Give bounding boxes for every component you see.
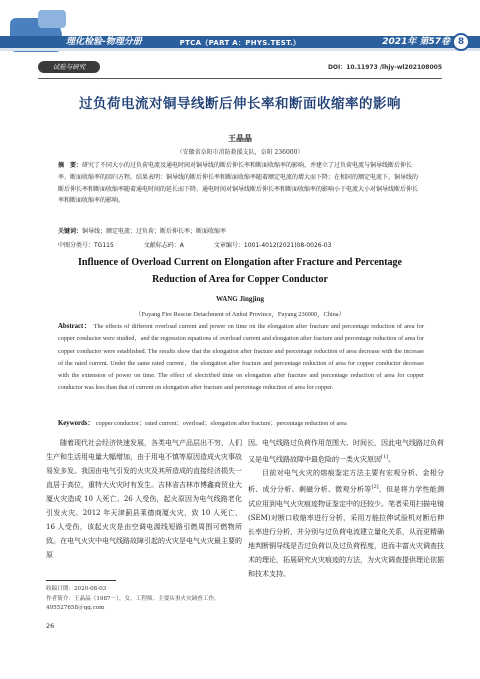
author-name-en: WANG Jingjing [215,295,265,303]
clc-number: 中图分类号：TG115 [58,242,114,249]
affiliation-en: （Fuyang Fire Rescue Detachment of Anhui Province，Fuyang 236000，China） [135,311,345,318]
journal-logo-accent [38,10,66,28]
body-paragraph: 随着现代社会经济快速发展，各类电气产品层出不穷，人们生产和生活用电量大幅增加，由于用电不慎等原因造成火灾事故易发多发。我国由电气引发的火灾及其所造成的直接经济损失一直居于高位，重特大火灾时有发生。吉林省吉林市博鑫商贸业大厦火灾造成 10 人死亡、26 人受伤，起火原因为电气线路老化引发火灾。2012 年天津蓟县莱德商厦火灾，致 10 人死亡、16 人受伤，该起火灾是由空调电源线短路引燃周围可燃物所致。在电气火灾中电气线路故障引起的火灾是电气火灾最主要的原 [46,439,242,559]
body-paragraph [248,466,444,580]
footnote-divider [46,580,116,581]
abstract-cn [58,160,422,207]
keywords-label-cn: 关键词： [58,228,83,235]
body-column-left [46,436,242,562]
page-number: 26 [46,622,55,630]
abstract-en [58,321,424,395]
keywords-en [58,418,424,430]
body-paragraph [248,436,444,466]
article-id: 文章编号：1001-4012(2021)08-0026-03 [213,242,332,249]
doi[interactable]: DOI：10.11973 /lhjy-wl202108005 [327,64,442,71]
english-title [0,254,480,288]
journal-name: 理化检验-物理分册 [66,37,142,47]
abstract-text-cn: 研究了不同大小的过负荷电流及通电时间对铜导线的断后伸长率和断面收缩率的影响，并建立了过负荷电流与铜导线断后伸长率、断面收缩率的回归方程。结果表明：铜导线的断后伸长率和断面收缩率随着额定电流的增大而下降；在相同的额定电流下，铜导线的断后伸长率和断面收缩率随着通电时间的延长而下降。通电时间对铜导线断后伸长率和断面收缩率的影响小于电流大小对铜导线断后伸长率和断面收缩率的影响。 [58,162,419,205]
body-text: 目前对电气火灾的熔痕鉴定方法主要有宏观分析、金相分析、成分分析、剩磁分析、微观分析等 [248,469,444,494]
document-code: 文献标志码：A [143,242,184,249]
body-text: 因。电气线路过负荷作用范围大、时间长，因此电气线路过负荷又是电气线路故障中最危险的一类火灾原因 [248,439,444,464]
page-title: 过负荷电流对铜导线断后伸长率和断面收缩率的影响 [79,96,401,112]
issue-number-badge: 8 [452,33,470,51]
citation-link[interactable]: [1] [381,454,389,460]
body-text: 。 [388,455,396,464]
english-title-line-2: Reduction of Area for Copper Conductor [152,274,328,285]
issue-label: 2021年 第57卷 [382,37,450,47]
keywords-label-en: Keywords： [58,420,95,427]
author-bio: 作者简介：王晶晶（1987－），女，工程师，主要从事火灾调查工作，495527658＠qq.com [46,595,220,611]
journal-header [0,0,480,54]
journal-subtitle: PTCA（PART A：PHYS.TEST.） [179,39,301,47]
body-column-right [248,436,444,581]
abstract-label-cn: 摘 要： [58,162,83,169]
section-tag: 试验与研究 [38,61,100,73]
body-text: ，但是将力学性能测试应用到电气火灾痕迹物证鉴定中的还较少。笔者采用扫描电镜(SEM)对断口收缩率进行分析，采用万能拉伸试验机对断后伸长率进行分析，并分别与过负荷电流建立量化关系，从而更精确地判断铜导线是否过负荷以及过负荷程度，进而丰富火灾调查技术的理论，拓展研究火灾痕迹的方法，为火灾调查提供理论依据和技术支持。 [248,485,444,578]
author-name-cn: 王晶晶 [228,133,252,143]
classification-line [58,240,422,251]
abstract-label-en: Abstract： [58,323,92,330]
keywords-text-en: copper conductor；rated current；overload；elongation after fracture；percentage reduction of area [95,420,347,427]
english-title-line-1: Influence of Overload Current on Elongation after Fracture and Percentage [78,257,402,268]
keywords-text-cn: 铜导线；额定电流；过负荷；断后伸长率；断面收缩率 [82,228,227,235]
footnote [46,585,242,614]
keywords-cn [58,226,422,237]
abstract-text-en: The effects of different overload current and power on time on the elongation after fracture and percentage reduction of area for copper conductor were studied，and the regression equations of overload current and elongation after fracture and percentage reduction of area for copper conductor were established. The results show that the elongation after fracture and percentage reduction of area decrease with the increase of the rated current. Under the same rated current，the elongation after fracture and percentage reduction of area for copper conductor decrease with the extension of power on time. The effect of electrified time on elongation after fracture and percentage reduction of area for copper conductor was less than that of current on elongation after fracture and percentage reduction of area for copper. [58,323,425,392]
received-date: 收稿日期：2020-08-03 [46,586,107,592]
citation-link[interactable]: [2] [371,484,379,491]
header-underline [0,48,480,51]
divider [38,78,442,79]
affiliation-cn: （安徽省阜阳市消防救援支队，阜阳 236000） [176,149,304,156]
